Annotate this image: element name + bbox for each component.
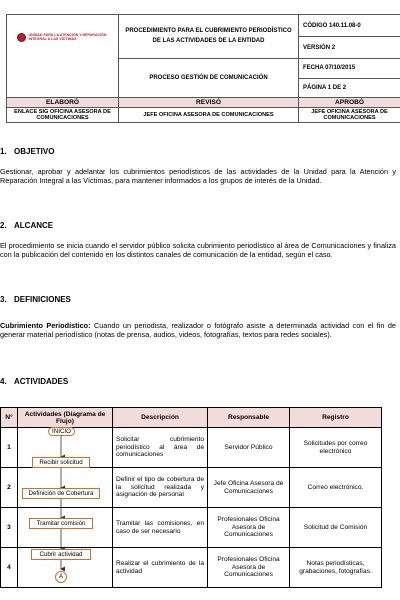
row-reg: Solicitud de Comisión [290, 508, 382, 548]
section-title: ALCANCE [14, 221, 54, 230]
section-definiciones-heading [0, 295, 71, 304]
row-resp: Profesionales Oficina Asesora de Comunicaciones [208, 548, 290, 588]
document-header [6, 14, 400, 123]
section-title: DEFINICIONES [14, 295, 71, 304]
role-value-aprobo: JEFE OFICINA ASESORA DE COMUNICACIONES [299, 108, 400, 123]
row-desc: Tramitar las comisiones, en caso de ser necesario [113, 508, 208, 548]
row-resp: Profesionales Oficina Asesora de Comunicaciones [208, 508, 290, 548]
document-code: CÓDIGO 140.11.08-0 [299, 15, 400, 37]
section-objetivo-text: Gestionar, aprobar y adelantar los cubrimientos periodísticos de las actividades de la Unidad para la Atención y Reparación Integral a las Víctimas, para mantener informados a los grupos de interés de la Unidad. [0, 167, 396, 186]
role-label-reviso: REVISÓ [119, 98, 299, 108]
section-objetivo-heading [0, 147, 54, 156]
row-reg: Solicitudes por correo electrónico [290, 428, 382, 468]
header-resp: Responsable [208, 408, 290, 428]
document-date: FECHA 07/10/2015 [299, 59, 400, 79]
section-actividades-heading [0, 377, 68, 386]
entity-logo [17, 33, 109, 42]
row-desc: Solicitar cubrimiento periodístico al área de comunicaciones [113, 428, 208, 468]
section-number: 2. [0, 221, 7, 230]
flow-step-definicion-cobertura: Definición de Cobertura [22, 488, 100, 499]
table-header-row [1, 408, 382, 428]
row-reg: Correo electrónico. [290, 468, 382, 508]
row-resp: Servidor Público [208, 428, 290, 468]
flow-step-tramitar-comision: Tramitar comisión [29, 518, 93, 529]
document-title: PROCEDIMIENTO PARA EL CUBRIMIENTO PERIODÍSTICO DE LAS ACTIVIDADES DE LA ENTIDAD [119, 15, 299, 59]
section-title: OBJETIVO [14, 147, 55, 156]
flow-connector-node: A [55, 571, 67, 583]
logo-text: UNIDAD PARA LA ATENCIÓN Y REPARACIÓN INTEGRAL A LAS VÍCTIMAS [28, 33, 107, 42]
section-number: 3. [0, 295, 7, 304]
document-version: VERSIÓN 2 [299, 37, 400, 59]
section-number: 4. [0, 377, 7, 386]
header-flow: Actividades (Diagrama de Flujo) [18, 408, 113, 428]
role-label-elaboro: ELABORÓ [7, 98, 119, 108]
flow-diagram [18, 427, 113, 592]
section-title: ACTIVIDADES [14, 377, 69, 386]
section-definiciones-text [0, 321, 396, 339]
document-page: PÁGINA 1 DE 2 [299, 78, 400, 98]
role-value-elaboro: ENLACE SIG OFICINA ASESORA DE COMUNICACIONES [7, 108, 119, 123]
header-reg: Registro [290, 408, 382, 428]
coat-of-arms-icon [17, 33, 26, 42]
flow-step-recibir-solicitud: Recibir solicitud [32, 457, 90, 468]
flow-step-cubrir-actividad: Cubrir actividad [31, 549, 91, 560]
row-reg: Notas periodísticas, grabaciones, fotografías. [290, 548, 382, 588]
role-value-reviso: JEFE OFICINA ASESORA DE COMUNICACIONES [119, 108, 299, 123]
flow-connectors [18, 427, 113, 592]
row-resp: Jefe Oficina Asesora de Comunicaciones [208, 468, 290, 508]
row-num: 1 [1, 428, 18, 468]
logo-cell [7, 15, 119, 98]
row-num: 2 [1, 468, 18, 508]
defined-term: Cubrimiento Periodístico: [0, 321, 91, 330]
row-desc: Realizar el cubrimiento de la actividad [113, 548, 208, 588]
row-num: 4 [1, 548, 18, 588]
header-desc: Descripción [113, 408, 208, 428]
row-num: 3 [1, 508, 18, 548]
process-name: PROCESO GESTIÓN DE COMUNICACIÓN [119, 59, 299, 98]
header-num: N° [1, 408, 18, 428]
section-number: 1. [0, 147, 7, 156]
role-label-aprobo: APROBÓ [299, 98, 400, 108]
definition-text: Cuando un periodista, realizador o fotógrafo asiste a determinada actividad con el fin de generar material periodístico (notas de prensa, audios, videos, fotografías, textos para redes sociales). [0, 321, 396, 340]
flow-start-node: INICIO [48, 427, 75, 436]
section-alcance-text: El procedimiento se inicia cuando el servidor público solicita cubrimiento periodístico al área de Comunicaciones y finaliza con la publicación del contenido en los distintos canales de comunicación de la entidad, según el caso. [0, 241, 396, 260]
row-desc: Definir el tipo de cobertura de la solicitud realizada y asignación de personal [113, 468, 208, 508]
section-alcance-heading [0, 221, 53, 230]
